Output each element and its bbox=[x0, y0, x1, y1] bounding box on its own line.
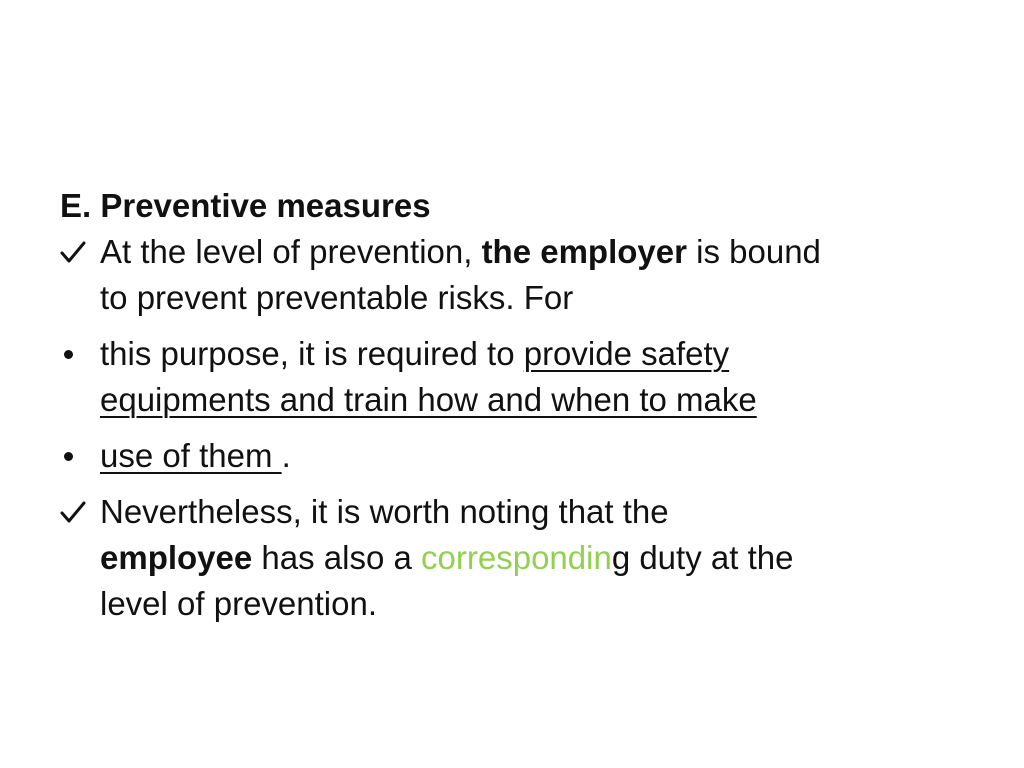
text-line bbox=[100, 229, 970, 275]
underlined-text: use of them bbox=[100, 437, 282, 474]
text-line bbox=[100, 377, 970, 423]
text-span: g duty at the bbox=[611, 539, 794, 576]
bold-text-employee: employee bbox=[100, 539, 253, 576]
text-span: is bound bbox=[686, 233, 821, 270]
list-item-safety-equipment bbox=[60, 331, 970, 423]
underlined-text: provide safety bbox=[523, 335, 730, 372]
text-span: . bbox=[281, 437, 291, 474]
bullet-icon bbox=[60, 331, 96, 377]
list-item-employer-duty bbox=[60, 229, 970, 321]
text-span: level of prevention. bbox=[100, 585, 378, 622]
slide-body bbox=[60, 183, 970, 627]
text-span: this purpose, it is required to bbox=[100, 335, 524, 372]
text-span: has also a bbox=[252, 539, 422, 576]
check-icon bbox=[60, 229, 96, 275]
text-span: At the level of prevention, bbox=[100, 233, 482, 270]
bullet-icon bbox=[60, 433, 96, 479]
text-line bbox=[100, 489, 970, 535]
text-span: Nevertheless, it is worth noting that the bbox=[100, 493, 669, 530]
bold-text-the-employer: the employer bbox=[481, 233, 687, 270]
text-line bbox=[100, 535, 970, 581]
text-line bbox=[100, 275, 970, 321]
text-line bbox=[100, 433, 970, 479]
slide-heading: E. Preventive measures bbox=[60, 187, 431, 224]
text-line bbox=[100, 581, 970, 627]
list-item-employee-duty bbox=[60, 489, 970, 627]
green-text-corresponding: correspondin bbox=[421, 539, 612, 576]
underlined-text: equipments and train how and when to make bbox=[100, 381, 757, 418]
check-icon bbox=[60, 489, 96, 535]
text-line bbox=[100, 331, 970, 377]
text-span: to prevent preventable risks. For bbox=[100, 279, 574, 316]
list-item-use-of-them bbox=[60, 433, 970, 479]
